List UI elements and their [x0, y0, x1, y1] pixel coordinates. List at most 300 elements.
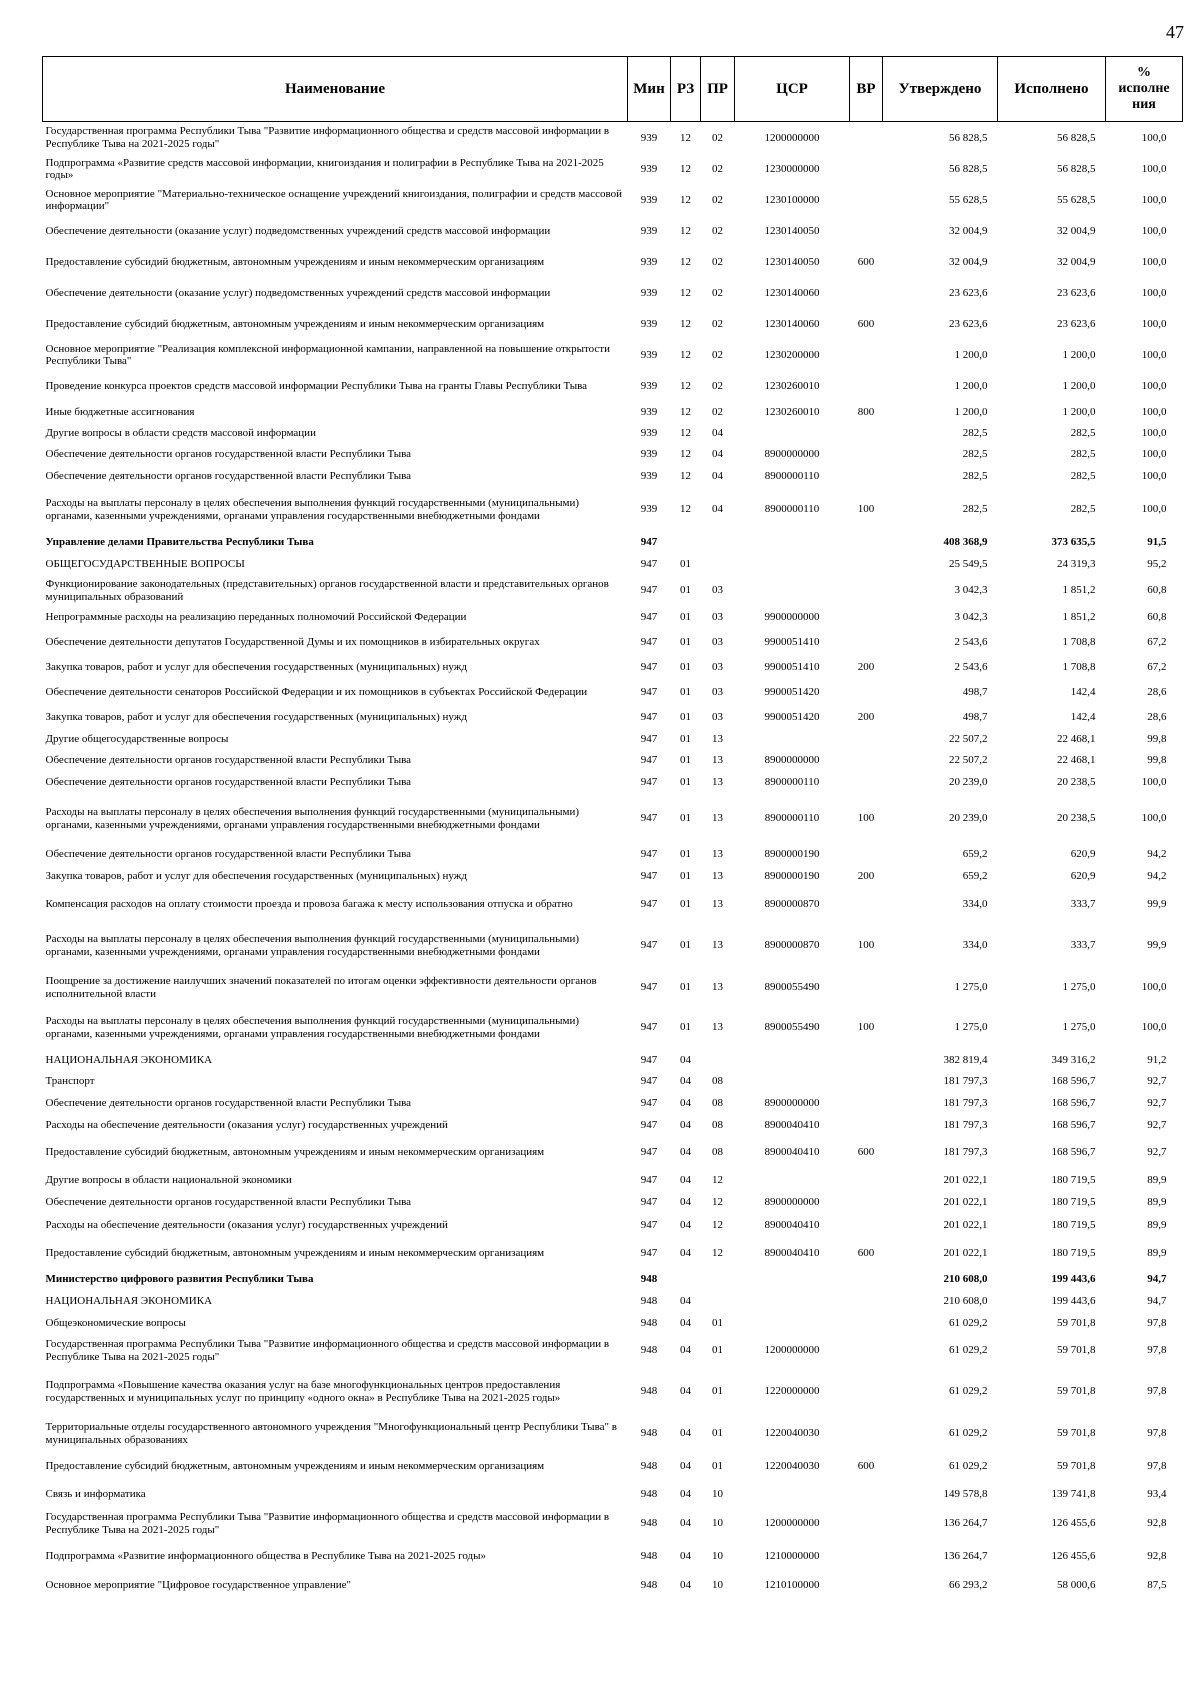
cell-vr — [850, 554, 883, 576]
cell-min: 939 — [640, 503, 658, 516]
table-row — [43, 122, 1183, 154]
cell-pr: 12 — [712, 1246, 723, 1259]
table-row — [43, 729, 1183, 750]
cell-pr: 04 — [712, 503, 723, 516]
cell-rz: 01 — [680, 584, 691, 597]
table-row — [43, 309, 1183, 340]
cell-min: 939 — [640, 255, 658, 268]
cell-executed: 56 828,5 — [1057, 162, 1096, 175]
cell-rz: 04 — [680, 1385, 691, 1398]
cell-approved: 2 543,6 — [954, 661, 988, 674]
cell-executed: 126 455,6 — [1051, 1517, 1096, 1530]
cell-pr — [701, 554, 735, 576]
cell-percent: 93,4 — [1147, 1488, 1167, 1501]
cell-executed: 142,4 — [1070, 686, 1096, 699]
cell-rz: 01 — [680, 661, 691, 674]
cell-executed: 1 275,0 — [1062, 1021, 1096, 1034]
cell-min: 948 — [640, 1295, 658, 1308]
cell-executed: 349 316,2 — [1051, 1054, 1096, 1067]
cell-name: Подпрограмма «Развитие средств массовой информации, книгоиздания и полиграфии в Республике Тыва на 2021-2025 годы» — [45, 156, 604, 181]
cell-name: Обеспечение деятельности органов государственной власти Республики Тыва — [45, 776, 412, 789]
cell-name: Государственная программа Республики Тыва "Развитие информационного общества и средств массовой информации в Республике Тыва на 2021-2025 годы" — [45, 1511, 610, 1536]
table-row — [43, 750, 1183, 772]
cell-min: 947 — [640, 981, 658, 994]
table-row — [43, 1507, 1183, 1541]
cell-min: 947 — [640, 776, 658, 789]
cell-rz: 12 — [680, 286, 691, 299]
cell-pr: 03 — [712, 610, 723, 623]
cell-approved: 23 623,6 — [949, 286, 988, 299]
cell-rz: 04 — [680, 1295, 691, 1308]
cell-csr — [735, 1169, 850, 1192]
cell-rz: 04 — [680, 1460, 691, 1473]
cell-executed: 1 851,2 — [1062, 584, 1096, 597]
cell-percent: 89,9 — [1147, 1196, 1167, 1209]
table-row — [43, 1335, 1183, 1367]
cell-min: 948 — [640, 1344, 658, 1357]
cell-csr: 1230260010 — [764, 405, 820, 418]
cell-executed: 59 701,8 — [1057, 1427, 1096, 1440]
cell-percent: 100,0 — [1141, 405, 1167, 418]
cell-name: Другие общегосударственные вопросы — [45, 732, 229, 745]
table-row — [43, 1214, 1183, 1238]
cell-pr: 02 — [712, 255, 723, 268]
cell-vr: 100 — [857, 1021, 875, 1034]
table-row — [43, 1269, 1183, 1291]
cell-min: 939 — [640, 131, 658, 144]
cell-approved: 55 628,5 — [949, 193, 988, 206]
cell-pr — [701, 1291, 735, 1313]
cell-vr — [850, 466, 883, 488]
cell-percent: 100,0 — [1141, 224, 1167, 237]
cell-approved: 1 275,0 — [954, 981, 988, 994]
cell-percent: 95,2 — [1147, 558, 1167, 571]
cell-executed: 23 623,6 — [1057, 286, 1096, 299]
cell-vr — [850, 371, 883, 402]
table-row — [43, 488, 1183, 532]
cell-executed: 199 443,6 — [1051, 1295, 1096, 1308]
cell-min: 947 — [640, 732, 658, 745]
cell-min: 947 — [640, 1096, 658, 1109]
cell-percent: 100,0 — [1141, 255, 1167, 268]
table-row — [43, 444, 1183, 466]
cell-min: 947 — [640, 870, 658, 883]
cell-executed: 620,9 — [1070, 848, 1096, 861]
cell-name: Проведение конкурса проектов средств массовой информации Республики Тыва на гранты Главы Республики Тыва — [45, 379, 588, 392]
cell-rz: 01 — [680, 610, 691, 623]
cell-min: 939 — [640, 317, 658, 330]
cell-min: 939 — [640, 348, 658, 361]
cell-name: НАЦИОНАЛЬНАЯ ЭКОНОМИКА — [45, 1054, 213, 1067]
cell-csr: 1200000000 — [764, 1344, 820, 1357]
cell-rz: 01 — [680, 711, 691, 724]
cell-percent: 99,8 — [1147, 732, 1167, 745]
table-row — [43, 402, 1183, 423]
cell-approved: 282,5 — [962, 448, 988, 461]
cell-name: Обеспечение деятельности органов государственной власти Республики Тыва — [45, 754, 412, 767]
cell-rz: 12 — [680, 162, 691, 175]
cell-name: Поощрение за достижение наилучших значений показателей по итогам оценки эффективности деятельности органов исполнительной власти — [45, 975, 597, 1000]
cell-vr — [850, 185, 883, 216]
cell-executed: 180 719,5 — [1051, 1219, 1096, 1232]
cell-name: Связь и информатика — [45, 1488, 146, 1501]
cell-pr — [701, 1269, 735, 1291]
cell-csr — [735, 1051, 850, 1071]
cell-percent: 89,9 — [1147, 1219, 1167, 1232]
cell-min: 947 — [640, 558, 658, 571]
cell-name: Непрограммные расходы на реализацию переданных полномочий Российской Федерации — [45, 610, 467, 623]
cell-pr: 13 — [712, 848, 723, 861]
cell-executed: 282,5 — [1070, 426, 1096, 439]
cell-percent: 91,2 — [1147, 1054, 1167, 1067]
cell-pr: 02 — [712, 379, 723, 392]
cell-csr: 8900040410 — [764, 1146, 820, 1159]
cell-name: Расходы на выплаты персоналу в целях обеспечения выполнения функций государственными (муниципальными) органами, казенными учреждениями, органами управления государственными внебюджетными фондами — [45, 933, 580, 958]
cell-pr: 13 — [712, 812, 723, 825]
cell-csr — [735, 532, 850, 554]
cell-vr — [850, 216, 883, 247]
cell-percent: 100,0 — [1141, 503, 1167, 516]
cell-percent: 97,8 — [1147, 1344, 1167, 1357]
cell-executed: 1 200,0 — [1062, 348, 1096, 361]
cell-executed: 199 443,6 — [1051, 1273, 1096, 1286]
cell-name: Расходы на обеспечение деятельности (оказания услуг) государственных учреждений — [45, 1118, 448, 1131]
cell-approved: 1 200,0 — [954, 348, 988, 361]
cell-approved: 282,5 — [962, 426, 988, 439]
cell-pr: 02 — [712, 317, 723, 330]
cell-min: 947 — [640, 1075, 658, 1088]
cell-name: Иные бюджетные ассигнования — [45, 405, 195, 418]
header-vr: ВР — [850, 57, 883, 122]
cell-approved: 56 828,5 — [949, 131, 988, 144]
cell-rz: 12 — [680, 348, 691, 361]
cell-csr: 1220000000 — [764, 1385, 820, 1398]
cell-executed: 23 623,6 — [1057, 317, 1096, 330]
cell-executed: 59 701,8 — [1057, 1344, 1096, 1357]
cell-pr: 12 — [712, 1219, 723, 1232]
cell-pr: 03 — [712, 584, 723, 597]
cell-percent: 92,8 — [1147, 1517, 1167, 1530]
cell-vr — [850, 278, 883, 309]
cell-vr — [850, 444, 883, 466]
cell-vr — [850, 1483, 883, 1507]
cell-percent: 60,8 — [1147, 610, 1167, 623]
cell-pr: 13 — [712, 732, 723, 745]
cell-rz: 12 — [680, 503, 691, 516]
cell-pr: 08 — [712, 1075, 723, 1088]
cell-pr: 01 — [712, 1317, 723, 1330]
cell-min: 947 — [640, 1173, 658, 1186]
cell-csr: 8900000000 — [764, 1196, 820, 1209]
cell-approved: 23 623,6 — [949, 317, 988, 330]
cell-name: Другие вопросы в области средств массовой информации — [45, 426, 316, 439]
cell-executed: 282,5 — [1070, 503, 1096, 516]
cell-approved: 181 797,3 — [943, 1118, 988, 1131]
cell-executed: 55 628,5 — [1057, 193, 1096, 206]
cell-approved: 382 819,4 — [943, 1054, 988, 1067]
cell-csr: 8900040410 — [764, 1219, 820, 1232]
cell-name: Закупка товаров, работ и услуг для обеспечения государственных (муниципальных) нужд — [45, 711, 467, 724]
cell-pr: 10 — [712, 1550, 723, 1563]
cell-csr: 9900051410 — [764, 661, 820, 674]
cell-min: 947 — [640, 686, 658, 699]
cell-vr — [850, 971, 883, 1005]
cell-executed: 22 468,1 — [1057, 754, 1096, 767]
cell-rz: 04 — [680, 1146, 691, 1159]
cell-approved: 61 029,2 — [949, 1460, 988, 1473]
cell-name: Государственная программа Республики Тыва "Развитие информационного общества и средств массовой информации в Республике Тыва на 2021-2025 годы" — [45, 125, 610, 150]
cell-percent: 100,0 — [1141, 162, 1167, 175]
cell-csr: 8900000190 — [764, 848, 820, 861]
cell-min: 939 — [640, 470, 658, 483]
cell-pr — [701, 1051, 735, 1071]
cell-percent: 89,9 — [1147, 1246, 1167, 1259]
page-number: 47 — [1166, 22, 1184, 42]
cell-percent: 87,5 — [1147, 1579, 1167, 1592]
cell-executed: 139 741,8 — [1051, 1488, 1096, 1501]
cell-approved: 181 797,3 — [943, 1075, 988, 1088]
table-row — [43, 1093, 1183, 1114]
cell-vr — [850, 1093, 883, 1114]
cell-approved: 20 239,0 — [949, 812, 988, 825]
cell-name: Основное мероприятие "Материально-техническое оснащение учреждений книгоиздания, полиграфии и средств массовой информации" — [45, 187, 622, 212]
table-row — [43, 629, 1183, 657]
header-min: Мин — [628, 57, 671, 122]
cell-vr — [850, 1169, 883, 1192]
cell-name: Обеспечение деятельности органов государственной власти Республики Тыва — [45, 1096, 412, 1109]
cell-rz: 01 — [680, 870, 691, 883]
cell-vr — [850, 1367, 883, 1417]
cell-percent: 97,8 — [1147, 1317, 1167, 1330]
cell-rz: 04 — [680, 1219, 691, 1232]
cell-percent: 28,6 — [1147, 711, 1167, 724]
cell-executed: 168 596,7 — [1051, 1096, 1096, 1109]
cell-percent: 100,0 — [1141, 776, 1167, 789]
table-row — [43, 247, 1183, 278]
cell-percent: 94,2 — [1147, 870, 1167, 883]
cell-csr: 8900000190 — [764, 870, 820, 883]
table-row — [43, 1238, 1183, 1269]
cell-vr: 100 — [857, 503, 875, 516]
cell-pr: 10 — [712, 1579, 723, 1592]
cell-percent: 100,0 — [1141, 348, 1167, 361]
cell-csr: 1230140050 — [764, 255, 820, 268]
cell-min: 948 — [640, 1579, 658, 1592]
cell-rz: 01 — [680, 981, 691, 994]
cell-min: 939 — [640, 405, 658, 418]
table-row — [43, 1051, 1183, 1071]
cell-csr: 8900040410 — [764, 1246, 820, 1259]
table-row — [43, 888, 1183, 921]
cell-vr — [850, 1335, 883, 1367]
cell-csr — [735, 1291, 850, 1313]
cell-min: 947 — [640, 1146, 658, 1159]
cell-vr — [850, 844, 883, 866]
cell-csr: 8900000000 — [764, 448, 820, 461]
cell-percent: 100,0 — [1141, 379, 1167, 392]
cell-vr — [850, 1192, 883, 1214]
cell-csr: 1230100000 — [764, 193, 820, 206]
cell-approved: 181 797,3 — [943, 1146, 988, 1159]
cell-csr: 8900000110 — [764, 776, 820, 789]
cell-min: 948 — [640, 1488, 658, 1501]
cell-executed: 180 719,5 — [1051, 1196, 1096, 1209]
cell-csr — [735, 1313, 850, 1335]
cell-percent: 100,0 — [1141, 981, 1167, 994]
cell-approved: 282,5 — [962, 470, 988, 483]
cell-executed: 24 319,3 — [1057, 558, 1096, 571]
cell-min: 948 — [640, 1427, 658, 1440]
cell-executed: 1 708,8 — [1062, 636, 1096, 649]
cell-min: 948 — [640, 1317, 658, 1330]
cell-percent: 92,7 — [1147, 1146, 1167, 1159]
cell-name: Управление делами Правительства Республики Тыва — [45, 536, 314, 549]
cell-csr: 1230200000 — [764, 348, 820, 361]
cell-rz: 01 — [680, 776, 691, 789]
cell-pr: 13 — [712, 870, 723, 883]
cell-pr: 01 — [712, 1344, 723, 1357]
cell-name: Другие вопросы в области национальной экономики — [45, 1173, 292, 1186]
cell-approved: 201 022,1 — [943, 1173, 988, 1186]
cell-csr — [735, 423, 850, 444]
cell-percent: 99,9 — [1147, 939, 1167, 952]
cell-name: Расходы на обеспечение деятельности (оказания услуг) государственных учреждений — [45, 1219, 448, 1232]
cell-pr: 10 — [712, 1517, 723, 1530]
cell-rz: 04 — [680, 1427, 691, 1440]
cell-csr: 1200000000 — [764, 131, 820, 144]
cell-vr — [850, 1507, 883, 1541]
cell-approved: 3 042,3 — [954, 610, 988, 623]
cell-executed: 59 701,8 — [1057, 1460, 1096, 1473]
cell-name: Предоставление субсидий бюджетным, автономным учреждениям и иным некоммерческим организациям — [45, 1246, 545, 1259]
cell-percent: 92,7 — [1147, 1096, 1167, 1109]
cell-vr — [850, 750, 883, 772]
cell-csr: 1230260010 — [764, 379, 820, 392]
cell-name: Обеспечение деятельности (оказание услуг) подведомственных учреждений средств массовой информации — [45, 224, 551, 237]
cell-percent: 97,8 — [1147, 1460, 1167, 1473]
table-row — [43, 1291, 1183, 1313]
cell-percent: 99,9 — [1147, 897, 1167, 910]
cell-rz: 12 — [680, 405, 691, 418]
cell-percent: 100,0 — [1141, 812, 1167, 825]
cell-pr: 13 — [712, 897, 723, 910]
cell-percent: 92,8 — [1147, 1550, 1167, 1563]
cell-pr: 03 — [712, 661, 723, 674]
cell-executed: 333,7 — [1070, 939, 1096, 952]
cell-executed: 168 596,7 — [1051, 1118, 1096, 1131]
cell-rz: 01 — [680, 732, 691, 745]
cell-pr: 13 — [712, 754, 723, 767]
cell-csr — [735, 729, 850, 750]
cell-pr — [701, 532, 735, 554]
cell-executed: 1 200,0 — [1062, 379, 1096, 392]
cell-rz: 04 — [680, 1579, 691, 1592]
cell-rz: 12 — [680, 426, 691, 439]
cell-vr: 600 — [857, 255, 875, 268]
cell-vr: 200 — [857, 711, 875, 724]
table-body — [43, 122, 1183, 1599]
cell-vr — [850, 1269, 883, 1291]
cell-name: Функционирование законодательных (представительных) органов государственной власти и представительных органов муниципальных образований — [45, 578, 609, 603]
cell-csr: 1210100000 — [764, 1579, 820, 1592]
cell-vr: 600 — [857, 1246, 875, 1259]
table-row — [43, 278, 1183, 309]
cell-vr — [850, 576, 883, 606]
cell-rz: 04 — [680, 1173, 691, 1186]
cell-min: 939 — [640, 426, 658, 439]
table-row — [43, 657, 1183, 679]
table-row — [43, 576, 1183, 606]
cell-pr: 13 — [712, 981, 723, 994]
cell-executed: 58 000,6 — [1057, 1579, 1096, 1592]
cell-executed: 180 719,5 — [1051, 1246, 1096, 1259]
cell-percent: 67,2 — [1147, 636, 1167, 649]
cell-approved: 61 029,2 — [949, 1317, 988, 1330]
cell-min: 947 — [640, 848, 658, 861]
cell-approved: 22 507,2 — [949, 732, 988, 745]
cell-vr: 800 — [857, 405, 875, 418]
cell-pr: 13 — [712, 1021, 723, 1034]
cell-percent: 100,0 — [1141, 426, 1167, 439]
cell-executed: 620,9 — [1070, 870, 1096, 883]
cell-min: 939 — [640, 286, 658, 299]
cell-executed: 373 635,5 — [1051, 536, 1096, 549]
cell-csr: 9900000000 — [764, 610, 820, 623]
table-row — [43, 707, 1183, 729]
cell-percent: 100,0 — [1141, 286, 1167, 299]
cell-approved: 22 507,2 — [949, 754, 988, 767]
header-percent-symbol: % — [1137, 65, 1151, 80]
cell-min: 948 — [640, 1273, 658, 1286]
cell-percent: 92,7 — [1147, 1118, 1167, 1131]
cell-name: Расходы на выплаты персоналу в целях обеспечения выполнения функций государственными (муниципальными) органами, казенными учреждениями, органами управления государственными внебюджетными фондами — [45, 1015, 580, 1040]
cell-vr — [850, 1291, 883, 1313]
cell-min: 947 — [640, 897, 658, 910]
table-row — [43, 772, 1183, 794]
cell-csr: 8900040410 — [764, 1118, 820, 1131]
budget-execution-table — [42, 56, 1183, 1599]
cell-csr: 8900000110 — [764, 470, 820, 483]
cell-approved: 1 200,0 — [954, 405, 988, 418]
table-row — [43, 1005, 1183, 1051]
cell-executed: 282,5 — [1070, 470, 1096, 483]
cell-name: Основное мероприятие "Цифровое государственное управление" — [45, 1579, 352, 1592]
cell-vr — [850, 340, 883, 371]
cell-pr: 02 — [712, 131, 723, 144]
cell-name: Предоставление субсидий бюджетным, автономным учреждениям и иным некоммерческим организациям — [45, 1460, 545, 1473]
cell-rz: 12 — [680, 379, 691, 392]
cell-approved: 61 029,2 — [949, 1385, 988, 1398]
table-row — [43, 466, 1183, 488]
table-row — [43, 921, 1183, 971]
cell-name: Основное мероприятие "Реализация комплексной информационной кампании, направленной на повышение открытости Республики Тыва" — [45, 342, 610, 367]
cell-approved: 136 264,7 — [943, 1517, 988, 1530]
cell-pr: 02 — [712, 286, 723, 299]
cell-approved: 136 264,7 — [943, 1550, 988, 1563]
cell-rz: 12 — [680, 193, 691, 206]
cell-approved: 32 004,9 — [949, 224, 988, 237]
cell-csr: 8900000870 — [764, 939, 820, 952]
cell-approved: 149 578,8 — [943, 1488, 988, 1501]
cell-csr: 8900000110 — [764, 503, 820, 516]
cell-percent: 94,7 — [1147, 1295, 1167, 1308]
cell-pr: 08 — [712, 1096, 723, 1109]
cell-vr — [850, 1541, 883, 1573]
cell-csr: 8900055490 — [764, 1021, 820, 1034]
cell-pr: 02 — [712, 162, 723, 175]
cell-name: Расходы на выплаты персоналу в целях обеспечения выполнения функций государственными (муниципальными) органами, казенными учреждениями, органами управления государственными внебюджетными фондами — [45, 806, 580, 831]
cell-name: Министерство цифрового развития Республики Тыва — [45, 1273, 314, 1286]
